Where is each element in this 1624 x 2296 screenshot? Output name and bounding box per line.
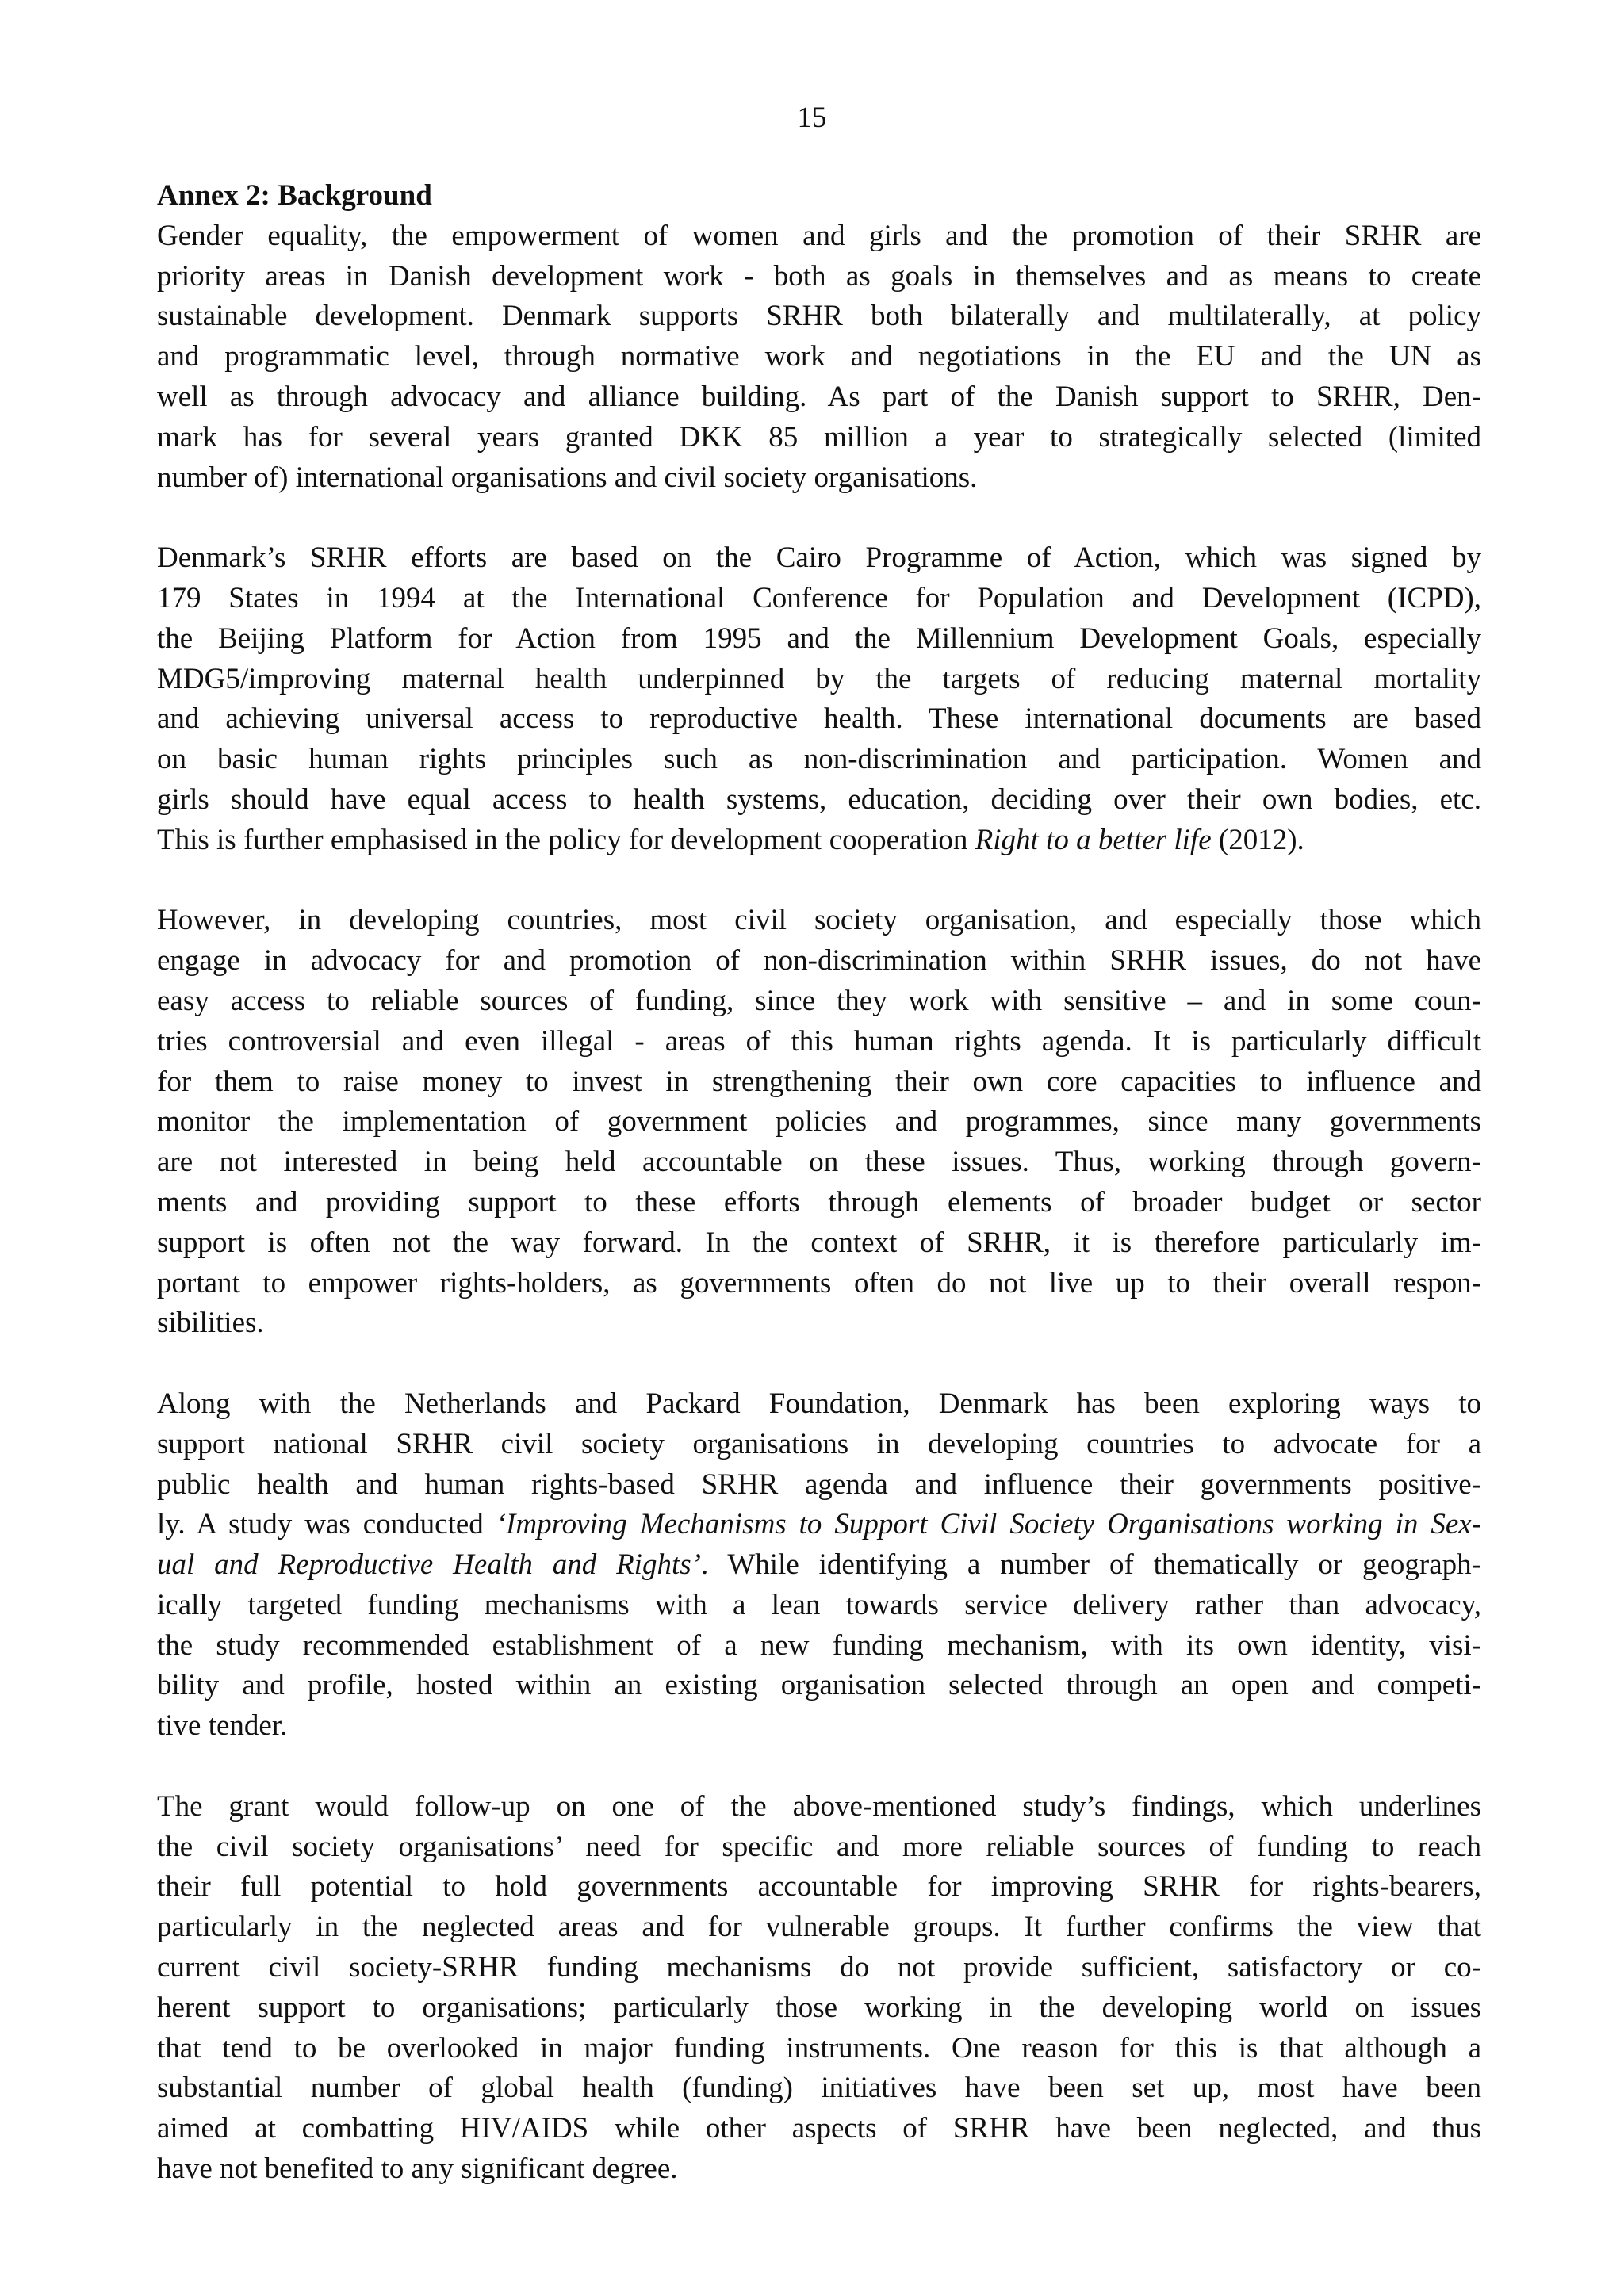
text-segment: public health and human rights-based SRHR agenda and influence their governments positive- xyxy=(157,1468,1481,1501)
text-segment: support national SRHR civil society organisations in developing countries to advocate for a xyxy=(157,1427,1481,1460)
text-line xyxy=(157,297,1481,337)
paragraph-spacer xyxy=(157,498,1481,538)
text-segment: current civil society-SRHR funding mechanisms do not provide sufficient, satisfactory or co- xyxy=(157,1951,1481,1984)
text-line xyxy=(157,780,1481,821)
text-segment: monitor the implementation of government policies and programmes, since many governments xyxy=(157,1105,1481,1138)
text-segment: Denmark’s SRHR efforts are based on the Cairo Programme of Action, which was signed by xyxy=(157,541,1481,575)
text-segment: 179 States in 1994 at the International Conference for Population and Development (ICPD), xyxy=(157,581,1481,614)
text-line xyxy=(157,1706,1481,1747)
text-line xyxy=(157,579,1481,619)
text-line xyxy=(157,1948,1481,1988)
text-line xyxy=(157,1827,1481,1868)
text-line xyxy=(157,2109,1481,2149)
text-line xyxy=(157,699,1481,740)
paragraph-spacer xyxy=(157,1344,1481,1384)
text-line xyxy=(157,1666,1481,1706)
text-segment: sibilities. xyxy=(157,1307,264,1340)
text-segment: are not interested in being held accountable on these issues. Thus, working through govern- xyxy=(157,1146,1481,1179)
text-line xyxy=(157,941,1481,982)
text-segment: ically targeted funding mechanisms with a lean towards service delivery rather than advocacy, xyxy=(157,1588,1481,1621)
text-line xyxy=(157,458,1481,499)
text-line xyxy=(157,1022,1481,1062)
text-line xyxy=(157,1787,1481,1827)
text-segment: the Beijing Platform for Action from 1995 and the Millennium Development Goals, especially xyxy=(157,622,1481,655)
text-segment: for them to raise money to invest in strengthening their own core capacities to influence and xyxy=(157,1065,1481,1098)
paragraph-spacer xyxy=(157,1747,1481,1787)
text-segment: number of) international organisations and civil society organisations. xyxy=(157,461,978,494)
text-segment: Gender equality, the empowerment of women and girls and the promotion of their SRHR are xyxy=(157,219,1481,252)
text-line xyxy=(157,1908,1481,1948)
text-line xyxy=(157,1545,1481,1586)
text-segment: (2012). xyxy=(1211,823,1304,856)
paragraph xyxy=(157,1787,1481,2190)
text-segment: substantial number of global health (funding) initiatives have been set up, most have been xyxy=(157,2072,1481,2105)
text-segment: ly. A study was conducted xyxy=(157,1508,496,1541)
text-segment: particularly in the neglected areas and for vulnerable groups. It further confirms the view that xyxy=(157,1911,1481,1944)
text-segment: have not benefited to any significant degree. xyxy=(157,2152,678,2186)
text-line xyxy=(157,1505,1481,1545)
paragraph xyxy=(157,216,1481,499)
text-segment: Along with the Netherlands and Packard Foundation, Denmark has been exploring ways to xyxy=(157,1387,1481,1420)
text-line xyxy=(157,216,1481,257)
text-line xyxy=(157,821,1481,861)
text-segment: engage in advocacy for and promotion of non-discrimination within SRHR issues, do not have xyxy=(157,944,1481,978)
page-number: 15 xyxy=(797,101,827,134)
text-line xyxy=(157,1465,1481,1506)
document-body xyxy=(157,176,1481,2190)
italic-title: ual and Reproductive Health and Rights’ xyxy=(157,1548,701,1582)
paragraph xyxy=(157,901,1481,1344)
text-line xyxy=(157,377,1481,418)
text-line xyxy=(157,901,1481,941)
text-line xyxy=(157,2068,1481,2109)
italic-title: Right to a better life xyxy=(975,823,1212,856)
text-line xyxy=(157,257,1481,297)
text-segment: and achieving universal access to reproductive health. These international documents are based xyxy=(157,702,1481,736)
text-segment: that tend to be overlooked in major funding instruments. One reason for this is that although a xyxy=(157,2031,1481,2064)
text-segment: the study recommended establishment of a new funding mechanism, with its own identity, visi- xyxy=(157,1628,1481,1662)
text-segment: tive tender. xyxy=(157,1709,288,1743)
section-heading: Annex 2: Background xyxy=(157,179,432,212)
text-segment: tries controversial and even illegal - areas of this human rights agenda. It is particularly difficult xyxy=(157,1024,1481,1058)
text-line xyxy=(157,1062,1481,1103)
text-line xyxy=(157,1264,1481,1304)
text-segment: priority areas in Danish development work - both as goals in themselves and as means to create xyxy=(157,259,1481,293)
text-segment: aimed at combatting HIV/AIDS while other aspects of SRHR have been neglected, and thus xyxy=(157,2112,1481,2145)
text-line xyxy=(157,1142,1481,1183)
text-segment: . While identifying a number of thematically or geograph- xyxy=(700,1548,1481,1582)
text-segment: herent support to organisations; particularly those working in the developing world on issues xyxy=(157,1991,1481,2024)
text-segment: However, in developing countries, most civil society organisation, and especially those which xyxy=(157,904,1481,937)
text-line xyxy=(157,1586,1481,1626)
text-line xyxy=(157,660,1481,700)
text-line xyxy=(157,2149,1481,2190)
text-segment: and programmatic level, through normative work and negotiations in the EU and the UN as xyxy=(157,340,1481,373)
text-line xyxy=(157,418,1481,458)
text-line xyxy=(157,1102,1481,1142)
text-segment: ments and providing support to these efforts through elements of broader budget or sector xyxy=(157,1185,1481,1219)
text-segment: their full potential to hold governments accountable for improving SRHR for rights-bearers, xyxy=(157,1870,1481,1904)
text-line xyxy=(157,1867,1481,1908)
text-line xyxy=(157,1223,1481,1264)
text-line xyxy=(157,1183,1481,1223)
text-segment: mark has for several years granted DKK 85 million a year to strategically selected (limited xyxy=(157,420,1481,453)
text-line xyxy=(157,619,1481,660)
text-segment: on basic human rights principles such as non-discrimination and participation. Women and xyxy=(157,743,1481,776)
text-line xyxy=(157,2029,1481,2069)
text-line xyxy=(157,538,1481,579)
paragraph xyxy=(157,538,1481,860)
text-segment: This is further emphasised in the policy for development cooperation xyxy=(157,823,975,856)
text-line xyxy=(157,740,1481,780)
paragraph-spacer xyxy=(157,861,1481,901)
text-segment: bility and profile, hosted within an existing organisation selected through an open and competi- xyxy=(157,1669,1481,1702)
text-line xyxy=(157,1425,1481,1465)
text-segment: support is often not the way forward. In the context of SRHR, it is therefore particularly im- xyxy=(157,1226,1481,1259)
text-segment: MDG5/improving maternal health underpinned by the targets of reducing maternal mortality xyxy=(157,662,1481,695)
text-line xyxy=(157,1988,1481,2029)
text-line xyxy=(157,1303,1481,1344)
text-segment: The grant would follow-up on one of the above-mentioned study’s findings, which underlines xyxy=(157,1789,1481,1823)
paragraph xyxy=(157,1384,1481,1747)
text-line xyxy=(157,1626,1481,1667)
text-segment: easy access to reliable sources of funding, since they work with sensitive – and in some coun- xyxy=(157,984,1481,1017)
text-segment: portant to empower rights-holders, as governments often do not live up to their overall respon- xyxy=(157,1266,1481,1299)
text-line xyxy=(157,337,1481,377)
italic-title: ‘Improving Mechanisms to Support Civil Society Organisations working in Sex- xyxy=(496,1508,1481,1541)
text-segment: the civil society organisations’ need for specific and more reliable sources of funding to reach xyxy=(157,1830,1481,1863)
text-line xyxy=(157,982,1481,1022)
text-line xyxy=(157,1384,1481,1425)
text-segment: sustainable development. Denmark supports SRHR both bilaterally and multilaterally, at policy xyxy=(157,300,1481,333)
text-segment: well as through advocacy and alliance building. As part of the Danish support to SRHR, Den- xyxy=(157,380,1481,413)
text-segment: girls should have equal access to health systems, education, deciding over their own bodies, etc. xyxy=(157,783,1481,816)
